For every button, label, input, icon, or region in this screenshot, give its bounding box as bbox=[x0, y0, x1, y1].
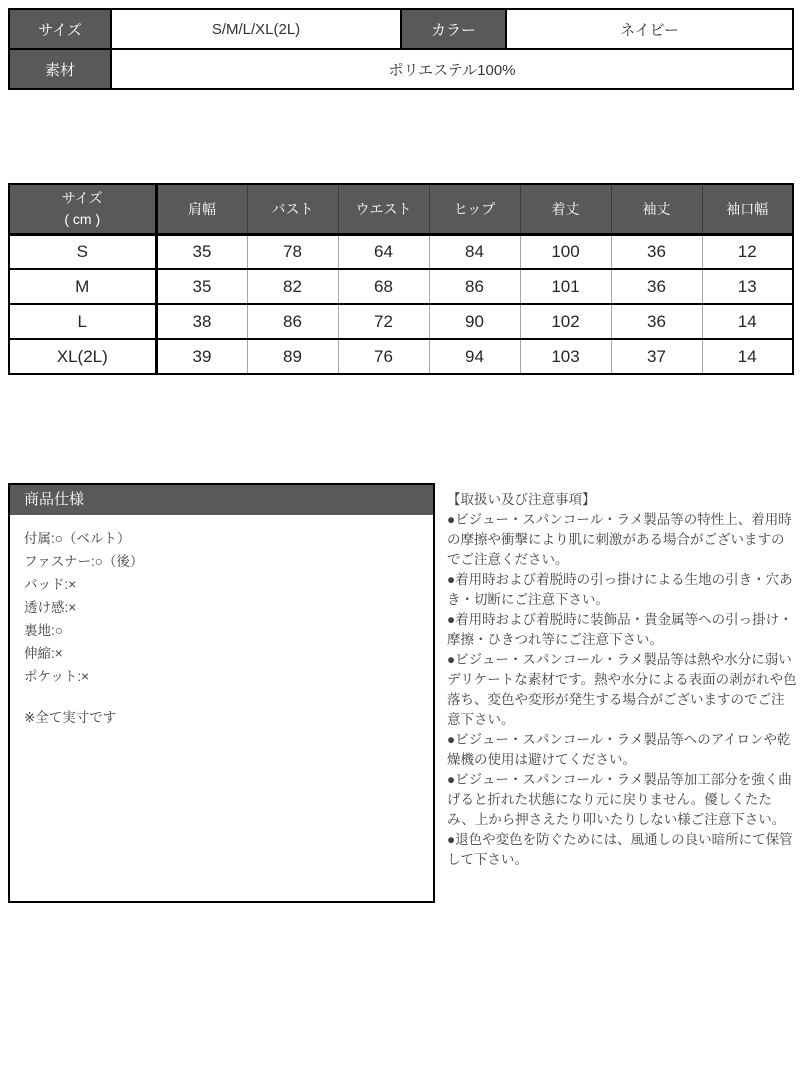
row-size-label: L bbox=[9, 304, 156, 339]
size-header-cell: サイズ bbox=[9, 9, 111, 49]
cell: 82 bbox=[247, 269, 338, 304]
spec-item-fastener: ファスナー:○（後） bbox=[24, 554, 144, 569]
cell: 90 bbox=[429, 304, 520, 339]
care-note-item: ●ビジュー・スパンコール・ラメ製品等加工部分を強く曲げると折れた状態になり元に戻りません。優しくたたみ、上から押さえたり叩いたりしない様ご注意下さい。 bbox=[447, 772, 792, 827]
spec-item-stretch: 伸縮:× bbox=[24, 646, 63, 661]
col-header-hip: ヒップ bbox=[429, 184, 520, 234]
size-cm-header-cell bbox=[9, 184, 156, 234]
col-header-length: 着丈 bbox=[520, 184, 611, 234]
care-note-item: ●着用時および着脱時の引っ掛けによる生地の引き・穴あき・切断にご注意下さい。 bbox=[447, 572, 793, 607]
cell: 72 bbox=[338, 304, 429, 339]
cell: 86 bbox=[429, 269, 520, 304]
care-note-item: ●ビジュー・スパンコール・ラメ製品等へのアイロンや乾燥機の使用は避けてください。 bbox=[447, 732, 791, 767]
cell: 102 bbox=[520, 304, 611, 339]
size-cm-line1: サイズ bbox=[61, 189, 103, 206]
product-spec-list bbox=[10, 515, 433, 741]
spec-item-pocket: ポケット:× bbox=[24, 669, 89, 684]
product-spec-title: 商品仕様 bbox=[10, 485, 433, 515]
cell: 38 bbox=[156, 304, 247, 339]
col-header-bust: バスト bbox=[247, 184, 338, 234]
cell: 35 bbox=[156, 234, 247, 269]
product-spec-box bbox=[8, 483, 435, 903]
col-header-cuff: 袖口幅 bbox=[702, 184, 793, 234]
care-note-item: ●ビジュー・スパンコール・ラメ製品等は熱や水分に弱いデリケートな素材です。熱や水分による表面の剥がれや色落ち、変色や変形が発生する場合がございますのでご注意下さい。 bbox=[447, 652, 797, 727]
size-cm-line2: ( cm ) bbox=[64, 210, 101, 227]
row-size-label: M bbox=[9, 269, 156, 304]
cell: 14 bbox=[702, 339, 793, 374]
material-value-cell: ポリエステル100% bbox=[111, 49, 793, 89]
spec-item-lining: 裏地:○ bbox=[24, 623, 63, 638]
cell: 89 bbox=[247, 339, 338, 374]
table-row bbox=[9, 234, 793, 269]
care-notes-title: 【取扱い及び注意事項】 bbox=[447, 492, 596, 507]
care-note-item: ●着用時および着脱時に装飾品・貴金属等への引っ掛け・摩擦・ひきつれ等にご注意下さい。 bbox=[447, 612, 793, 647]
cell: 39 bbox=[156, 339, 247, 374]
measurement-header-row bbox=[9, 184, 793, 234]
color-value-cell: ネイビー bbox=[506, 9, 793, 49]
cell: 86 bbox=[247, 304, 338, 339]
table-row bbox=[9, 339, 793, 374]
spec-item-pad: パッド:× bbox=[24, 577, 77, 592]
row-size-label: XL(2L) bbox=[9, 339, 156, 374]
cell: 78 bbox=[247, 234, 338, 269]
measurement-table bbox=[8, 183, 794, 375]
cell: 64 bbox=[338, 234, 429, 269]
col-header-sleeve: 袖丈 bbox=[611, 184, 702, 234]
color-header-cell: カラー bbox=[401, 9, 506, 49]
cell: 14 bbox=[702, 304, 793, 339]
col-header-shoulder: 肩幅 bbox=[156, 184, 247, 234]
cell: 35 bbox=[156, 269, 247, 304]
cell: 103 bbox=[520, 339, 611, 374]
cell: 13 bbox=[702, 269, 793, 304]
care-note-item: ●ビジュー・スパンコール・ラメ製品等の特性上、着用時の摩擦や衝撃により肌に刺激がある場合がございますのでご注意ください。 bbox=[447, 512, 792, 567]
spec-item-accessory: 付属:○（ベルト） bbox=[24, 531, 131, 546]
table-row bbox=[9, 304, 793, 339]
cell: 12 bbox=[702, 234, 793, 269]
cell: 76 bbox=[338, 339, 429, 374]
actual-measurement-note: ※全て実寸です bbox=[24, 710, 117, 725]
care-note-item: ●退色や変色を防ぐためには、風通しの良い暗所にて保管して下さい。 bbox=[447, 832, 793, 867]
cell: 37 bbox=[611, 339, 702, 374]
col-header-waist: ウエスト bbox=[338, 184, 429, 234]
size-value-cell: S/M/L/XL(2L) bbox=[111, 9, 401, 49]
cell: 68 bbox=[338, 269, 429, 304]
cell: 100 bbox=[520, 234, 611, 269]
row-size-label: S bbox=[9, 234, 156, 269]
cell: 94 bbox=[429, 339, 520, 374]
cell: 36 bbox=[611, 304, 702, 339]
care-notes bbox=[447, 490, 797, 870]
cell: 36 bbox=[611, 269, 702, 304]
table-row bbox=[9, 49, 793, 89]
product-attributes-table bbox=[8, 8, 794, 90]
table-row bbox=[9, 269, 793, 304]
table-row bbox=[9, 9, 793, 49]
material-header-cell: 素材 bbox=[9, 49, 111, 89]
spec-item-sheerness: 透け感:× bbox=[24, 600, 77, 615]
cell: 84 bbox=[429, 234, 520, 269]
cell: 101 bbox=[520, 269, 611, 304]
cell: 36 bbox=[611, 234, 702, 269]
